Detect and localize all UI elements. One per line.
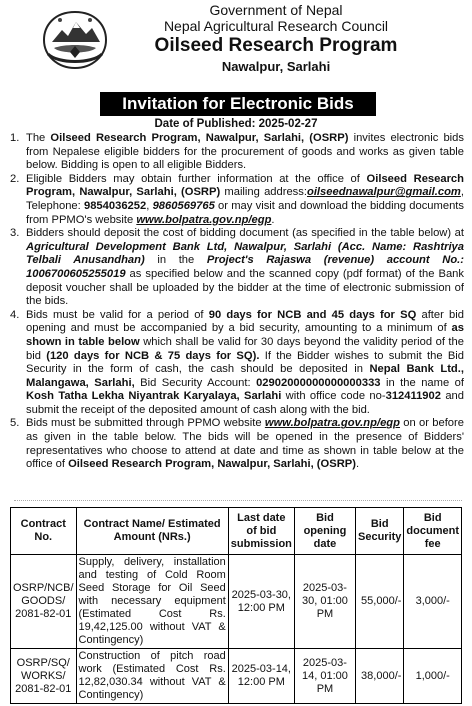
table-row [11,649,462,704]
bid-security: 55,000/- [356,555,404,649]
contract-number: OSRP/SQ/ WORKS/ 2081-82-01 [11,649,77,704]
clause-number: 2. [10,172,20,185]
published-date: Date of Published: 2025-02-27 [154,118,318,130]
table-header-row [11,508,462,555]
header [0,0,472,100]
text: as specified below and the scanned copy (pdf format) of the Bank deposit voucher shall be uploaded by the bidder at the time of electronic submission of the bids. [26,267,464,308]
text: If the Bidder wishes to submit the Bid Security in the form of cash, the cash should be deposited in [26,349,464,376]
contract-name: Supply, delivery, installation and testing of Cold Room Seed Storage for Oil Seed with necessary equipment (Estimated Cost Rs. 19,42,125.00 without VAT & Contingency) [76,555,228,649]
bid-table-container [10,507,462,703]
program-location: Nawalpur, Sarlahi [221,59,331,74]
text: , Telephone: [26,186,464,212]
column-header: Contract No. [11,508,77,555]
bid-security: 38,000/- [356,649,404,704]
phone-number: 9854036252 [83,199,147,212]
account-number: Project's Rajaswa (revenue) account No.: 1006700605255019 [26,254,464,280]
bank-name: Agricultural Development Bank Ltd, Nawalpur, Sarlahi (Acc. Name: Rashtriya Telbali Anusandhan) [26,240,464,267]
text: invites electronic bids from Nepalese eligible bidders for the procurement of goods and works as given table below. Bidding is open to all eligible Bidders. [26,132,464,172]
document-fee: 1,000/- [404,649,462,704]
program-name: Oilseed Research Program [154,35,398,56]
security-account: 02902000000000000333 [256,376,381,389]
text: Bids must be submitted through PPMO website [26,417,265,430]
document-fee: 3,000/- [404,555,462,649]
clause-number: 4. [10,308,20,321]
clause-number: 5. [10,417,20,430]
phone-number: 9860569765 [152,199,215,212]
government-name: Government of Nepal [209,2,343,18]
divider [14,500,462,502]
office-name: Oilseed Research Program, Nawalpur, Sarlahi, (OSRP) [50,132,349,144]
clause-2 [10,173,464,227]
text: after bid opening and must be accompanied by a bid security, amounting to a minimum of [26,308,464,335]
text: which shall be valid for 30 days beyond the validity period of the bid [26,335,464,362]
text: The [26,132,51,144]
office-name: Kosh Tatha Lekha Niyantrak Karyalaya, Sarlahi [26,390,282,403]
clause-5 [10,417,464,471]
security-validity: (120 days for NCB & 75 days for SQ). [46,349,260,362]
table-row [11,555,462,649]
text: . [355,458,360,471]
emphasis: as shown in table below [26,322,464,348]
column-header: Bid opening date [294,508,355,555]
email-link[interactable]: oilseednawalpur@gmail.com [306,186,461,199]
text: . [271,213,275,226]
website-link[interactable]: www.bolpatra.gov.np/egp [264,417,400,430]
submission-date: 2025-03-14, 12:00 PM [228,649,294,704]
text: mailing address: [220,186,307,199]
text: in the name of [380,376,464,389]
council-name: Nepal Agricultural Research Council [163,18,389,34]
column-header: Bid Security [356,508,404,555]
text: on or before as given in the table below. The bids will be opened in the presence of Bidders' representatives who choose to attend at date and time as shown in table below at the office of [26,417,464,471]
clause-number: 1. [10,132,20,144]
clause-1 [10,132,464,173]
notice-title: Invitation for Electronic Bids [100,92,376,116]
text: Eligible Bidders may obtain further information at the office of [26,172,367,185]
office-name: Oilseed Research Program, Nawalpur, Sarlahi, (OSRP) [68,458,356,471]
text: with office code no- [281,390,386,403]
text: Bids must be valid for a period of [26,308,209,321]
clause-4 [10,309,464,418]
opening-date: 2025-03-14, 01:00 PM [294,649,355,704]
clause-number: 3. [10,227,20,240]
bid-table [10,507,462,704]
column-header: Last date of bid submission [228,508,294,555]
column-header: Bid document fee [404,508,462,555]
bank-name: Nepal Bank Ltd., Malangawa, Sarlahi, [26,363,464,389]
text: in the [144,254,207,267]
office-name: Oilseed Research Program, Nawalpur, Sarlahi, (OSRP) [26,172,464,199]
submission-date: 2025-03-30, 12:00 PM [228,555,294,649]
website-link[interactable]: www.bolpatra.gov.np/egp [136,213,272,226]
clause-3 [10,227,464,309]
text: Bidders should deposit the cost of bidding document (as specified in the table below) at [26,227,464,240]
notice-body [10,132,464,472]
validity-period: 90 days for NCB and 45 days for SQ [208,308,417,321]
text: or may visit and download the bidding documents from PPMO's website [26,199,464,226]
contract-number: OSRP/NCB/ GOODS/ 2081-82-01 [11,555,77,649]
text: Bid Security Account: [134,376,257,389]
column-header: Contract Name/ Estimated Amount (NRs.) [76,508,228,555]
contract-name: Construction of pitch road work (Estimated Cost Rs. 12,82,030.34 without VAT & Contingency) [76,649,228,704]
text: and submit the receipt of the deposited amount of cash along with the bid. [26,390,464,416]
text: , [146,199,153,212]
opening-date: 2025-03-30, 01:00 PM [294,555,355,649]
office-code: 312411902 [385,390,441,403]
